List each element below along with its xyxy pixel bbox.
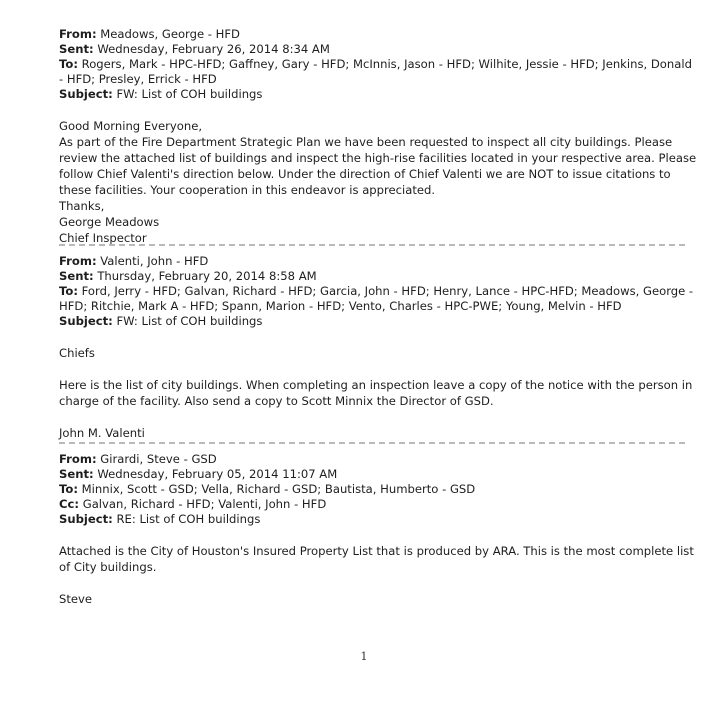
signature-name: John M. Valenti: [59, 426, 145, 440]
email-header: [59, 254, 699, 329]
email-body: [59, 118, 699, 246]
from-label: From:: [59, 254, 97, 268]
to-label: To:: [59, 284, 78, 298]
email-body: [59, 543, 699, 607]
body-paragraph: As part of the Fire Department Strategic Plan we have been requested to inspect all city buildings. Please review the attached list of buildings and inspect the high-rise facilities located in your respective area. Please follow Chief Valenti's direction below. Under the direction of Chief Valenti we are NOT to issue citations to these facilities. Your cooperation in this endeavor is appreciated.: [59, 135, 697, 197]
subject-value: RE: List of COH buildings: [116, 512, 261, 526]
email-message-2: [59, 254, 699, 441]
from-label: From:: [59, 452, 97, 466]
email-header: [59, 27, 699, 102]
subject-label: Subject:: [59, 314, 113, 328]
sent-line: [59, 467, 699, 482]
sent-label: Sent:: [59, 269, 94, 283]
email-separator: [59, 442, 685, 444]
email-header: [59, 452, 699, 527]
from-label: From:: [59, 27, 97, 41]
email-message-1: [59, 27, 699, 246]
sent-label: Sent:: [59, 467, 94, 481]
cc-line: [59, 497, 699, 512]
subject-label: Subject:: [59, 512, 113, 526]
to-line: [59, 57, 699, 87]
email-message-3: [59, 452, 699, 607]
to-value: Minnix, Scott - GSD; Vella, Richard - GSD; Bautista, Humberto - GSD: [81, 482, 476, 496]
to-value: Ford, Jerry - HFD; Galvan, Richard - HFD; Garcia, John - HFD; Henry, Lance - HPC-HFD; Meadows, George - HFD; Ritchie, Mark A - HFD; Spann, Marion - HFD; Vento, Charles - HPC-PWE; Young, Melvin - HFD: [59, 284, 694, 313]
sent-value: Wednesday, February 05, 2014 11:07 AM: [97, 467, 338, 481]
cc-label: Cc:: [59, 497, 80, 511]
from-value: Valenti, John - HFD: [100, 254, 209, 268]
greeting: Good Morning Everyone,: [59, 119, 203, 133]
subject-line: [59, 314, 699, 329]
subject-line: [59, 87, 699, 102]
sent-line: [59, 269, 699, 284]
to-label: To:: [59, 482, 78, 496]
greeting: Chiefs: [59, 346, 95, 360]
page-number: 1: [360, 650, 368, 663]
subject-value: FW: List of COH buildings: [116, 314, 263, 328]
from-line: [59, 452, 699, 467]
from-line: [59, 254, 699, 269]
body-paragraph: Here is the list of city buildings. When completing an inspection leave a copy of the notice with the person in charge of the facility. Also send a copy to Scott Minnix the Director of GSD.: [59, 378, 693, 408]
to-label: To:: [59, 57, 78, 71]
from-value: Meadows, George - HFD: [100, 27, 240, 41]
email-body: [59, 345, 699, 441]
signature-name: Steve: [59, 592, 93, 606]
body-paragraph: Attached is the City of Houston's Insured Property List that is produced by ARA. This is the most complete list of City buildings.: [59, 544, 694, 574]
signature-name: George Meadows: [59, 215, 160, 229]
to-line: [59, 284, 699, 314]
sent-value: Thursday, February 20, 2014 8:58 AM: [97, 269, 317, 283]
sent-label: Sent:: [59, 42, 94, 56]
sent-value: Wednesday, February 26, 2014 8:34 AM: [97, 42, 330, 56]
to-value: Rogers, Mark - HPC-HFD; Gaffney, Gary - HFD; McInnis, Jason - HFD; Wilhite, Jessie - HFD; Jenkins, Donald - HFD; Presley, Errick - HFD: [59, 57, 692, 86]
subject-label: Subject:: [59, 87, 113, 101]
to-line: [59, 482, 699, 497]
signature-title: Chief Inspector: [59, 231, 147, 245]
signoff: Thanks,: [59, 199, 105, 213]
from-line: [59, 27, 699, 42]
email-separator: [59, 244, 685, 246]
subject-value: FW: List of COH buildings: [116, 87, 263, 101]
sent-line: [59, 42, 699, 57]
subject-line: [59, 512, 699, 527]
cc-value: Galvan, Richard - HFD; Valenti, John - HFD: [82, 497, 327, 511]
from-value: Girardi, Steve - GSD: [100, 452, 217, 466]
